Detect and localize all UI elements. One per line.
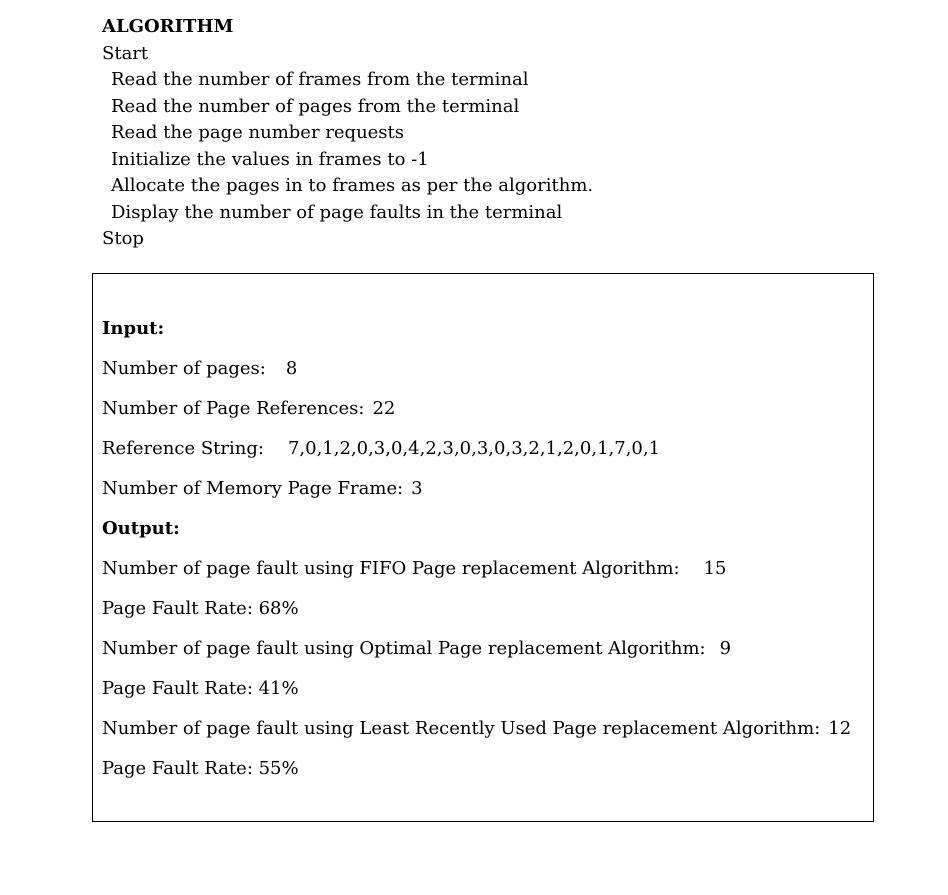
refstring-label: Reference String: bbox=[102, 438, 264, 459]
algorithm-step: Display the number of page faults in the terminal bbox=[111, 201, 563, 223]
pages-value: 8 bbox=[285, 358, 298, 379]
input-heading: Input: bbox=[102, 318, 165, 339]
algorithm-step: Allocate the pages in to frames as per the algorithm. bbox=[111, 175, 594, 196]
frames-label: Number of Memory Page Frame: bbox=[102, 478, 404, 499]
fifo-value: 15 bbox=[703, 558, 727, 579]
io-box bbox=[92, 273, 874, 822]
algorithm-stop: Stop bbox=[102, 228, 144, 249]
optimal-value: 9 bbox=[719, 638, 732, 659]
lru-rate: Page Fault Rate: 55% bbox=[102, 758, 299, 779]
pages-label: Number of pages: bbox=[102, 358, 266, 379]
algorithm-step: Read the page number requests bbox=[111, 122, 405, 143]
frames-row bbox=[102, 478, 423, 499]
algorithm-title: ALGORITHM bbox=[102, 16, 234, 37]
optimal-rate: Page Fault Rate: 41% bbox=[102, 678, 299, 699]
pages-row bbox=[102, 358, 297, 379]
lru-label: Number of page fault using Least Recently Used Page replacement Algorithm: bbox=[102, 718, 821, 739]
algorithm-step: Read the number of frames from the terminal bbox=[111, 69, 529, 90]
lru-row bbox=[102, 718, 851, 739]
algorithm-section bbox=[102, 14, 593, 253]
algorithm-start: Start bbox=[102, 42, 149, 64]
output-heading: Output: bbox=[102, 518, 180, 539]
optimal-label: Number of page fault using Optimal Page replacement Algorithm: bbox=[102, 638, 706, 659]
fifo-row bbox=[102, 558, 727, 579]
refstring-row bbox=[102, 438, 660, 459]
refs-value: 22 bbox=[372, 398, 396, 419]
optimal-row bbox=[102, 638, 731, 659]
frames-value: 3 bbox=[411, 478, 423, 499]
fifo-rate: Page Fault Rate: 68% bbox=[102, 598, 299, 619]
fifo-label: Number of page fault using FIFO Page replacement Algorithm: bbox=[102, 558, 680, 579]
refstring-value: 7,0,1,2,0,3,0,4,2,3,0,3,0,3,2,1,2,0,1,7,0,1 bbox=[287, 438, 661, 459]
algorithm-step: Read the number of pages from the terminal bbox=[111, 95, 520, 117]
algorithm-step: Initialize the values in frames to -1 bbox=[111, 148, 429, 170]
lru-value: 12 bbox=[828, 718, 852, 739]
refs-row bbox=[102, 398, 395, 419]
refs-label: Number of Page References: bbox=[102, 398, 365, 419]
